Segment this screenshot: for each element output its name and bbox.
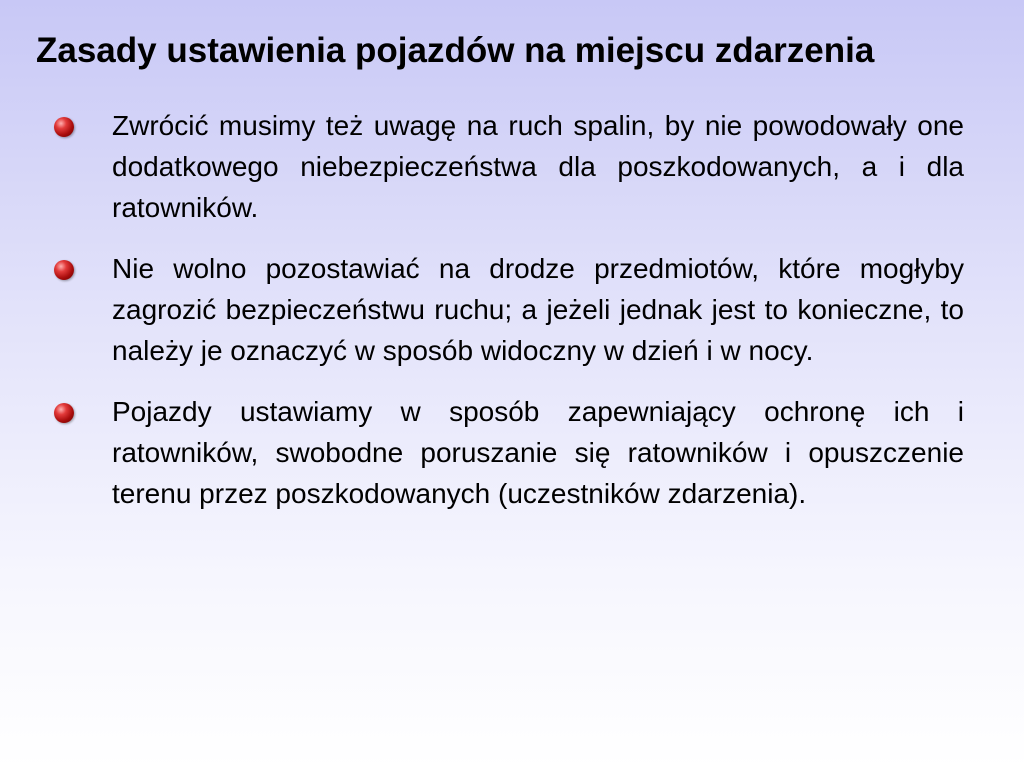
bullet-text: Pojazdy ustawiamy w sposób zapewniający ochronę ich i ratowników, swobodne poruszanie się ratowników i opuszczenie terenu przez poszkodowanych (uczestników zdarzenia). (112, 396, 964, 509)
bullet-text: Zwrócić musimy też uwagę na ruch spalin, by nie powodowały one dodatkowego niebezpieczeństwa dla poszkodowanych, a i dla ratowników. (112, 110, 964, 223)
red-sphere-bullet-icon (54, 117, 74, 137)
bullet-text: Nie wolno pozostawiać na drodze przedmiotów, które mogłyby zagrozić bezpieczeństwu ruchu; a jeżeli jednak jest to konieczne, to należy je oznaczyć w sposób widoczny w dzień i w nocy. (112, 253, 964, 366)
red-sphere-bullet-icon (54, 260, 74, 280)
bullet-item (54, 105, 964, 228)
bullet-item (54, 248, 964, 371)
red-sphere-bullet-icon (54, 403, 74, 423)
bullet-item (54, 391, 964, 514)
slide-title: Zasady ustawienia pojazdów na miejscu zdarzenia (36, 31, 875, 70)
bullet-list (54, 105, 964, 534)
